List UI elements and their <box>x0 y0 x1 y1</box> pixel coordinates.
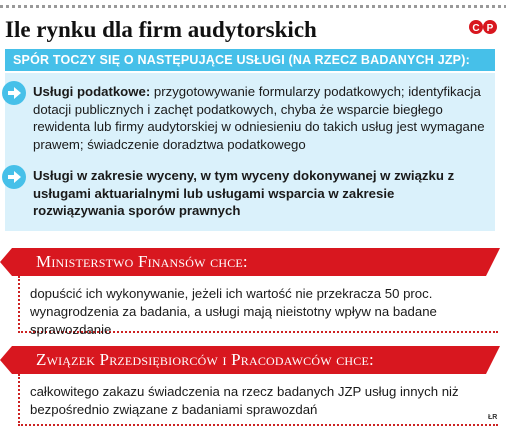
employers-banner <box>0 346 500 374</box>
publisher-logo-icon <box>468 19 500 35</box>
section-header-bar: SPÓR TOCZY SIĘ O NASTĘPUJĄCE USŁUGI (NA RZECZ BADANYCH JZP): <box>5 49 495 71</box>
infographic-title: Ile rynku dla firm audytorskich <box>5 17 317 42</box>
service-item-text: przygotowywanie formularzy podatkowych; identyfikacja dotacji publicznych i zachęt podatkowych, chyba że wsparcie biegłego rewidenta lub firmy audytorskiej w odniesieniu do takich usług jest wymagane prawem; świadczenie doradztwa podatkowego <box>33 84 485 152</box>
author-credit: ŁR <box>488 414 498 421</box>
ministry-banner <box>0 248 500 276</box>
employers-heading: Związek Przedsiębiorców i Pracodawców chce: <box>36 350 374 369</box>
top-dotted-rule <box>0 5 506 8</box>
service-item-lead: Usługi podatkowe: <box>33 84 151 99</box>
service-item-valuation: Usługi w zakresie wyceny, w tym wyceny dokonywanej w związku z usługami aktuarialnymi lub usługami wsparcia w zakresie rozwiązywania sporów prawnych <box>33 168 455 218</box>
arrow-right-circle-icon <box>1 80 27 106</box>
ministry-position: dopuścić ich wykonywanie, jeżeli ich wartość nie przekracza 50 proc. wynagrodzenia za badania, a usługi mają nieistotny wpływ na badane sprawozdanie <box>18 276 498 333</box>
ministry-heading: Ministerstwo Finansów chce: <box>36 252 248 271</box>
service-item-tax <box>33 83 488 153</box>
employers-position: całkowitego zakazu świadczenia na rzecz badanych JZP usług innych niż bezpośrednio związane z badaniami sprawozdań <box>18 374 498 426</box>
arrow-right-circle-icon <box>1 164 27 190</box>
svg-text:P: P <box>486 23 494 34</box>
svg-text:C: C <box>472 23 480 34</box>
